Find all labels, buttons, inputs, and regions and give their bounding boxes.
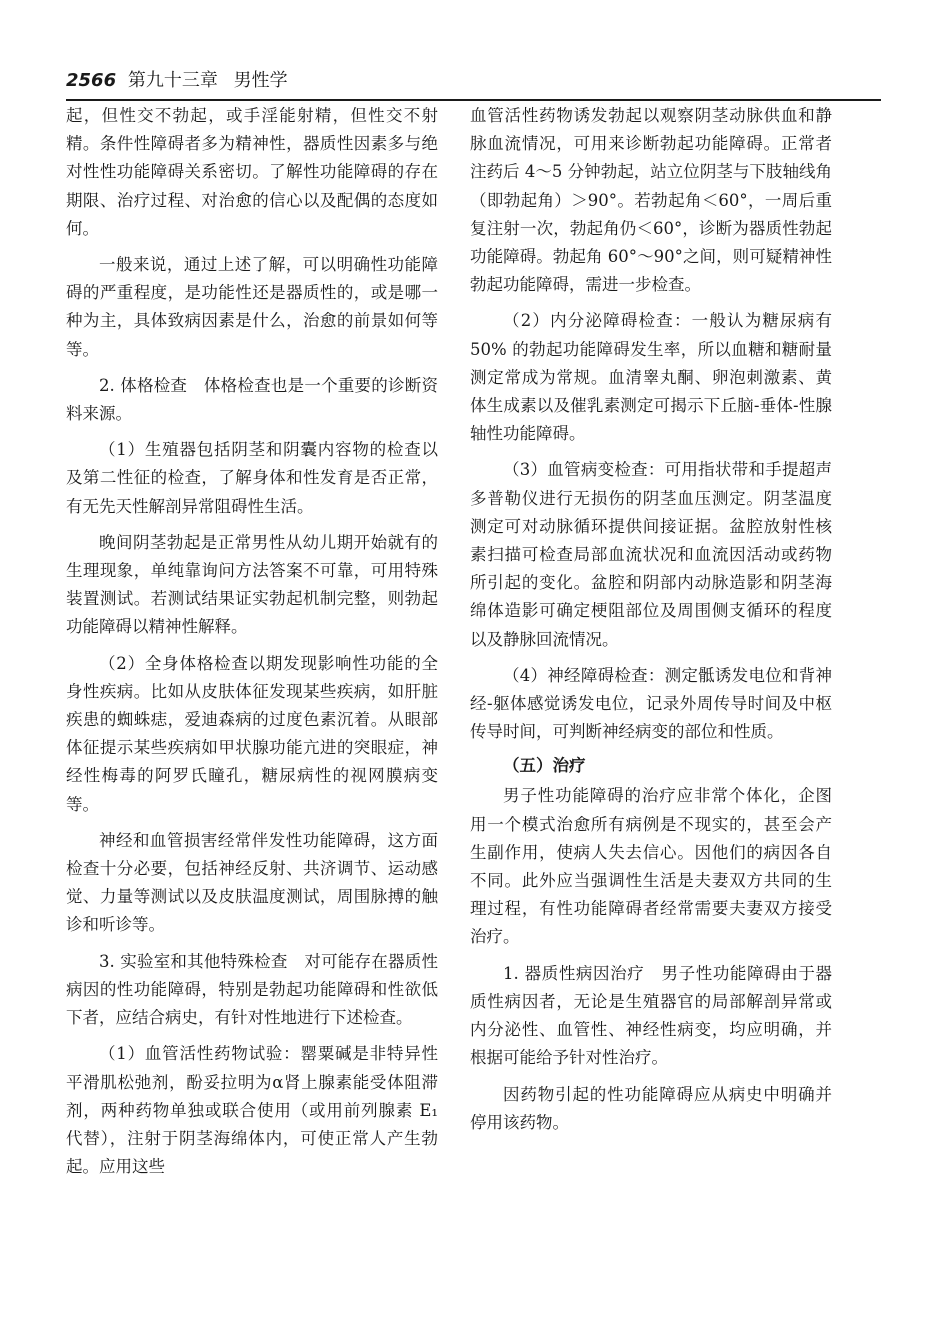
left-column xyxy=(66,102,438,1181)
chapter-label: 第九十三章 xyxy=(127,70,218,91)
paragraph: （1）血管活性药物试验：罂粟碱是非特异性平滑肌松弛剂，酚妥拉明为α肾上腺素能受体阻滞剂，两种药物单独或联合使用（或用前列腺素 E₁ 代替），注射于阴茎海绵体内，可使正常人产生勃起。应用这些 xyxy=(66,1044,438,1177)
paragraph: 起，但性交不勃起，或手淫能射精，但性交不射精。条件性障碍者多为精神性，器质性因素多与绝对性性功能障碍关系密切。了解性功能障碍的存在期限、治疗过程、对治愈的信心以及配偶的态度如何。 xyxy=(66,106,438,238)
header-rule xyxy=(66,99,881,101)
page-number: 2566 xyxy=(66,70,117,91)
paragraph: （2）内分泌障碍检查：一般认为糖尿病有 50% 的勃起功能障碍发生率，所以血糖和糖耐量测定常成为常规。血清睾丸酮、卵泡刺激素、黄体生成素以及催乳素测定可揭示下丘脑-垂体-性腺轴性功能障碍。 xyxy=(470,311,832,444)
paragraph: 血管活性药物诱发勃起以观察阴茎动脉供血和静脉血流情况，可用来诊断勃起功能障碍。正常者注药后 4～5 分钟勃起，站立位阴茎与下肢轴线角（即勃起角）＞90°。若勃起角＜60°，一周后重复注射一次，勃起角仍＜60°，诊断为器质性勃起功能障碍。勃起角 60°～90°之间，则可疑精神性勃起功能障碍，需进一步检查。 xyxy=(470,106,832,295)
paragraph: 神经和血管损害经常伴发性功能障碍，这方面检查十分必要，包括神经反射、共济调节、运动感觉、力量等测试以及皮肤温度测试，周围脉搏的触诊和听诊等。 xyxy=(66,830,438,935)
paragraph: 因药物引起的性功能障碍应从病史中明确并停用该药物。 xyxy=(470,1084,832,1132)
page-header xyxy=(66,66,881,96)
section-heading: （五）治疗 xyxy=(503,756,586,776)
paragraph: 3. 实验室和其他特殊检查 对可能存在器质性病因的性功能障碍，特别是勃起功能障碍和性欲低下者，应结合病史，有针对性地进行下述检查。 xyxy=(66,951,438,1028)
right-column xyxy=(470,102,832,1137)
paragraph: （4）神经障碍检查：测定骶诱发电位和背神经-躯体感觉诱发电位，记录外周传导时间及中枢传导时间，可判断神经病变的部位和性质。 xyxy=(470,665,832,742)
paragraph: 1. 器质性病因治疗 男子性功能障碍由于器质性病因者，无论是生殖器官的局部解剖异常或内分泌性、血管性、神经性病变，均应明确，并根据可能给予针对性治疗。 xyxy=(470,963,832,1068)
paragraph: （3）血管病变检查：可用指状带和手提超声多普勒仪进行无损伤的阴茎血压测定。阴茎温度测定可对动脉循环提供间接证据。盆腔放射性核素扫描可检查局部血流状况和血流因活动或药物所引起的变化。盆腔和阴部内动脉造影和阴茎海绵体造影可确定梗阻部位及周围侧支循环的程度以及静脉回流情况。 xyxy=(470,460,832,649)
paragraph: （2）全身体格检查以期发现影响性功能的全身性疾病。比如从皮肤体征发现某些疾病，如肝脏疾患的蜘蛛痣，爱迪森病的过度色素沉着。从眼部体征提示某些疾病如甲状腺功能亢进的突眼症，神经性梅毒的阿罗氏瞳孔，糖尿病性的视网膜病变等。 xyxy=(66,653,438,814)
paragraph: 2. 体格检查 体格检查也是一个重要的诊断资料来源。 xyxy=(66,375,438,424)
paragraph: 男子性功能障碍的治疗应非常个体化，企图用一个模式治愈所有病例是不现实的，甚至会产生副作用，使病人失去信心。因他们的病因各自不同。此外应当强调性生活是夫妻双方共同的生理过程，有性功能障碍者经常需要夫妻双方接受治疗。 xyxy=(470,786,832,947)
paragraph: 一般来说，通过上述了解，可以明确性功能障碍的严重程度，是功能性还是器质性的，或是哪一种为主，具体致病因素是什么，治愈的前景如何等等。 xyxy=(66,255,438,359)
paragraph: 晚间阴茎勃起是正常男性从幼儿期开始就有的生理现象，单纯靠询问方法答案不可靠，可用特殊装置测试。若测试结果证实勃起机制完整，则勃起功能障碍以精神性解释。 xyxy=(66,532,438,637)
chapter-title: 男性学 xyxy=(233,70,288,91)
paragraph: （1）生殖器包括阴茎和阴囊内容物的检查以及第二性征的检查，了解身体和性发育是否正常，有无先天性解剖异常阻碍性生活。 xyxy=(66,440,438,516)
